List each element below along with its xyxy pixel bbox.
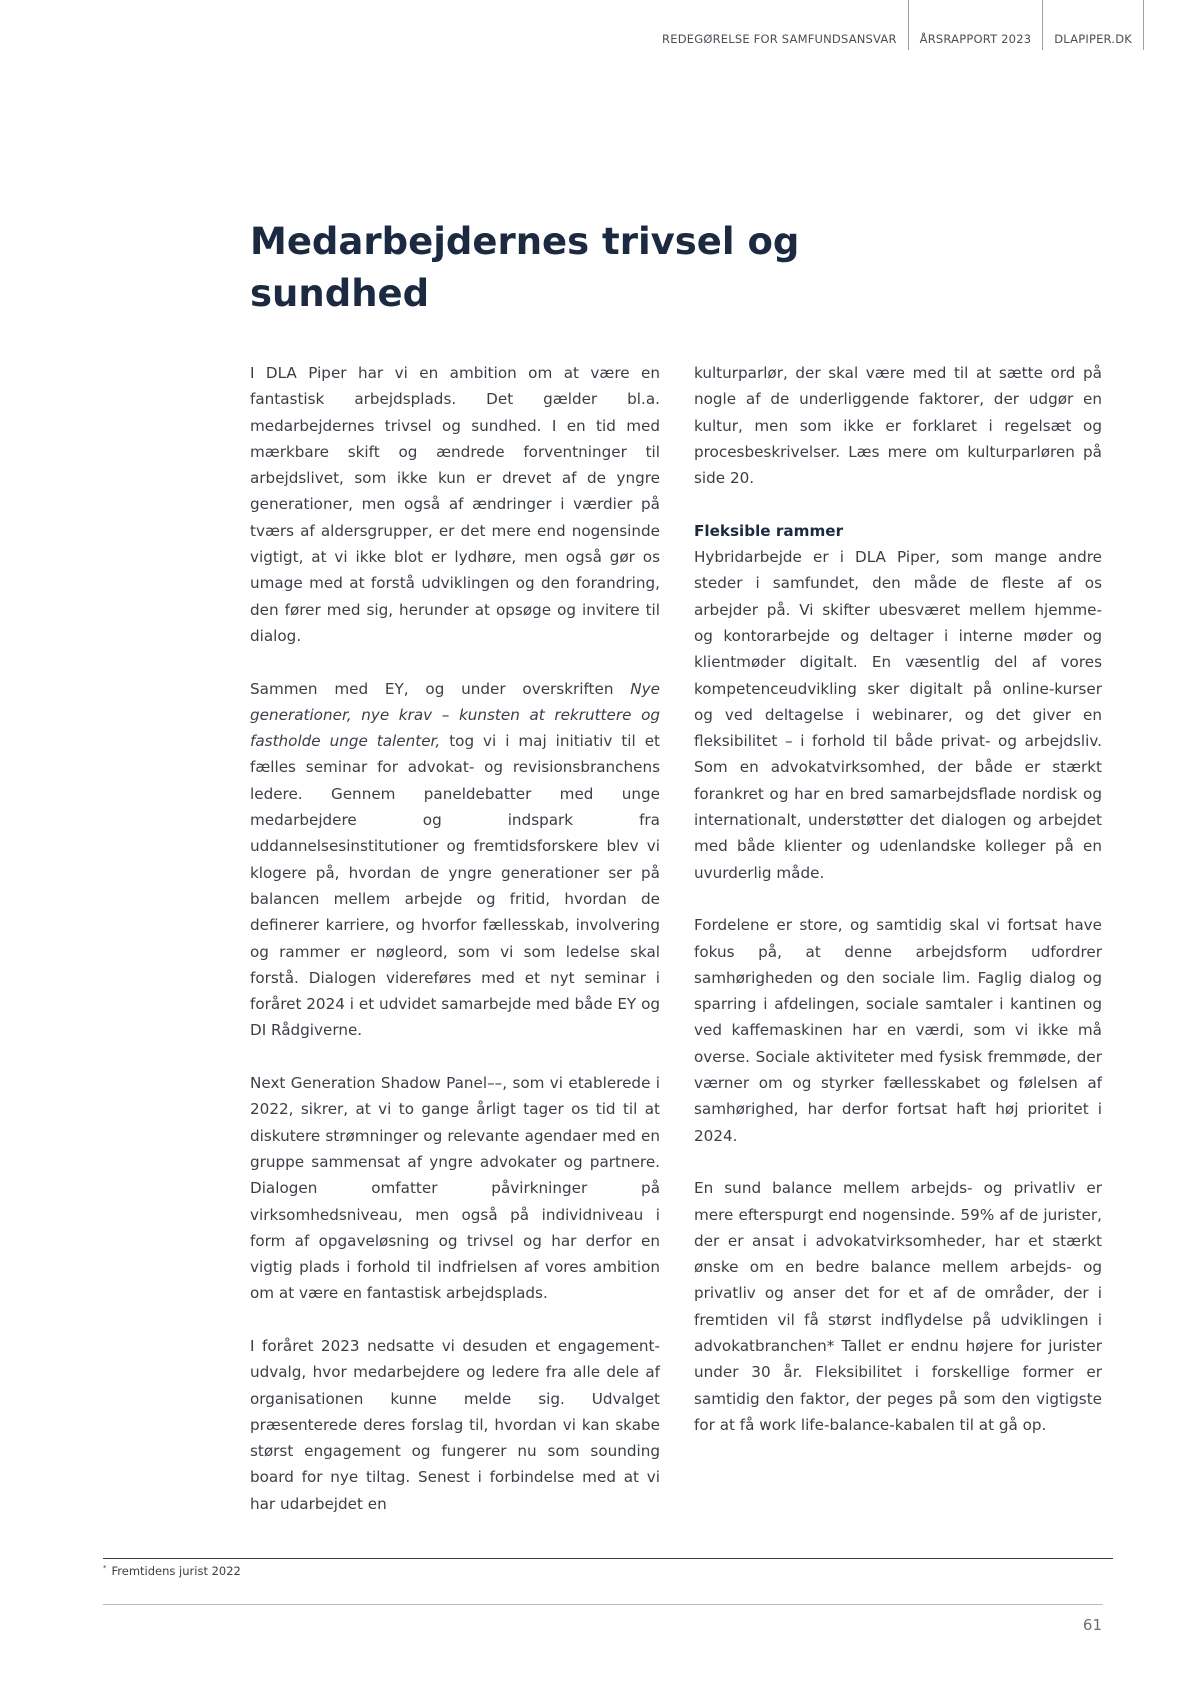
paragraph: Fordelene er store, og samtidig skal vi fortsat have fokus på, at denne arbejdsform udfordrer samhørigheden og den sociale lim. Faglig dialog og sparring i afdelingen, sociale samtaler i kantinen og ved kaffemaskinen har en værdi, som vi ikke må overse. Sociale aktiviteter med fysisk fremmøde, der værner om og styrker fællesskabet og følelsen af samhørighed, har derfor fortsat haft høj prioritet i 2024. [694, 916, 1102, 1145]
paragraph: kulturparlør, der skal være med til at sætte ord på nogle af de underliggende faktorer, der udgør en kultur, men som ikke er forklaret i regelsæt og procesbeskrivelser. Læs mere om kulturparløren på side 20. [694, 364, 1102, 488]
paragraph [250, 676, 660, 1044]
nav-item-aarsrapport[interactable]: ÅRSRAPPORT 2023 [919, 32, 1032, 46]
footnote-marker: * [103, 1564, 107, 1573]
paragraph: Next Generation Shadow Panel––, som vi etablerede i 2022, sikrer, at vi to gange årligt tager os tid til at diskutere strømninger og relevante agendaer med en gruppe sammensat af yngre advokater og partnere. Dialogen omfatter påvirkninger på virksomhedsniveau, men også på individniveau i form af opgaveløsning og trivsel og har derfor en vigtig plads i forhold til indfrielsen af vores ambition om at være en fantastisk arbejdsplads. [250, 1074, 660, 1303]
paragraph-text: tog vi i maj initiativ til et fælles seminar for advokat- og revisionsbranchens ledere. Gennem paneldebatter med unge medarbejdere og indspark fra uddannelsesinstitutioner og fremtidsforskere blev vi klogere på, hvordan de yngre generationer ser på balancen mellem arbejde og fritid, hvordan de definerer karriere, og hvorfor fællesskab, involvering og rammer er nøgleord, som vi som ledelse skal forstå. Dialogen videreføres med et nyt seminar i foråret 2024 i et udvidet samarbejde med både EY og DI Rådgiverne. [250, 732, 660, 1040]
page-number: 61 [1082, 1616, 1102, 1634]
header-nav [651, 0, 1144, 50]
paragraph: I foråret 2023 nedsatte vi desuden et engagement-udvalg, hvor medarbejdere og ledere fra alle dele af organisationen kunne melde sig. Udvalget præsenterede deres forslag til, hvordan vi kan skabe størst engagement og fungerer nu som sounding board for nye tiltag. Senest i forbindelse med at vi har udarbejdet en [250, 1336, 660, 1513]
footnote-text: Fremtidens jurist 2022 [111, 1564, 241, 1578]
left-column [250, 360, 660, 1543]
nav-item-website[interactable]: DLAPIPER.DK [1054, 32, 1132, 46]
paragraph-text: Sammen med EY, og under overskriften [250, 679, 631, 698]
paragraph: Hybridarbejde er i DLA Piper, som mange andre steder i samfundet, den måde de fleste af os arbejder på. Vi skifter ubesværet mellem hjemme- og kontorarbejde og deltager i interne møder og klientmøder digitalt. En væsentlig del af vores kompetenceudvikling sker digitalt på online-kurser og ved deltagelse i webinarer, og det giver en fleksibilitet – i forhold til både privat- og arbejdsliv. Som en advokatvirksomhed, der både er stærkt forankret og har en bred samarbejdsflade nordisk og internationalt, understøtter det dialogen og arbejdet med både klienter og udenlandske kolleger på en uvurderlig måde. [694, 548, 1102, 882]
seminar-title: Nye generationer, nye krav – kunsten at rekruttere og fastholde unge talenter, [250, 679, 660, 751]
page-title: Medarbejdernes trivsel og sundhed [250, 220, 800, 315]
nav-divider [1143, 0, 1144, 50]
nav-item-samfundsansvar[interactable]: REDEGØRELSE FOR SAMFUNDSANSVAR [662, 32, 897, 46]
paragraph: En sund balance mellem arbejds- og privatliv er mere efterspurgt end nogensinde. 59% af de jurister, der er ansat i advokatvirksomheder, har et stærkt ønske om en bedre balance mellem arbejds- og privatliv og anser det for et af de områder, der i fremtiden vil få størst indflydelse på udviklingen i advokatbranchen* Tallet er endnu højere for jurister under 30 år. Fleksibilitet i forskellige former er samtidig den faktor, der peges på som den vigtigste for at få work life-balance-kabalen til at gå op. [694, 1179, 1102, 1434]
section-heading: Fleksible rammer [694, 521, 844, 540]
paragraph: I DLA Piper har vi en ambition om at være en fantastisk arbejdsplads. Det gælder bl.a. medarbejdernes trivsel og sundhed. I en tid med mærkbare skift og ændrede forventninger til arbejdslivet, som ikke kun er drevet af de yngre generationer, men også af ændringer i værdier på tværs af aldersgrupper, er det mere end nogensinde vigtigt, at vi ikke blot er lydhøre, men også gør os umage med at forstå udviklingen og den forandring, den fører med sig, herunder at opsøge og invitere til dialog. [250, 364, 660, 645]
footnote-divider [103, 1558, 1113, 1559]
right-column [694, 360, 1102, 1464]
footnote [103, 1564, 241, 1578]
footer-divider [103, 1604, 1103, 1605]
